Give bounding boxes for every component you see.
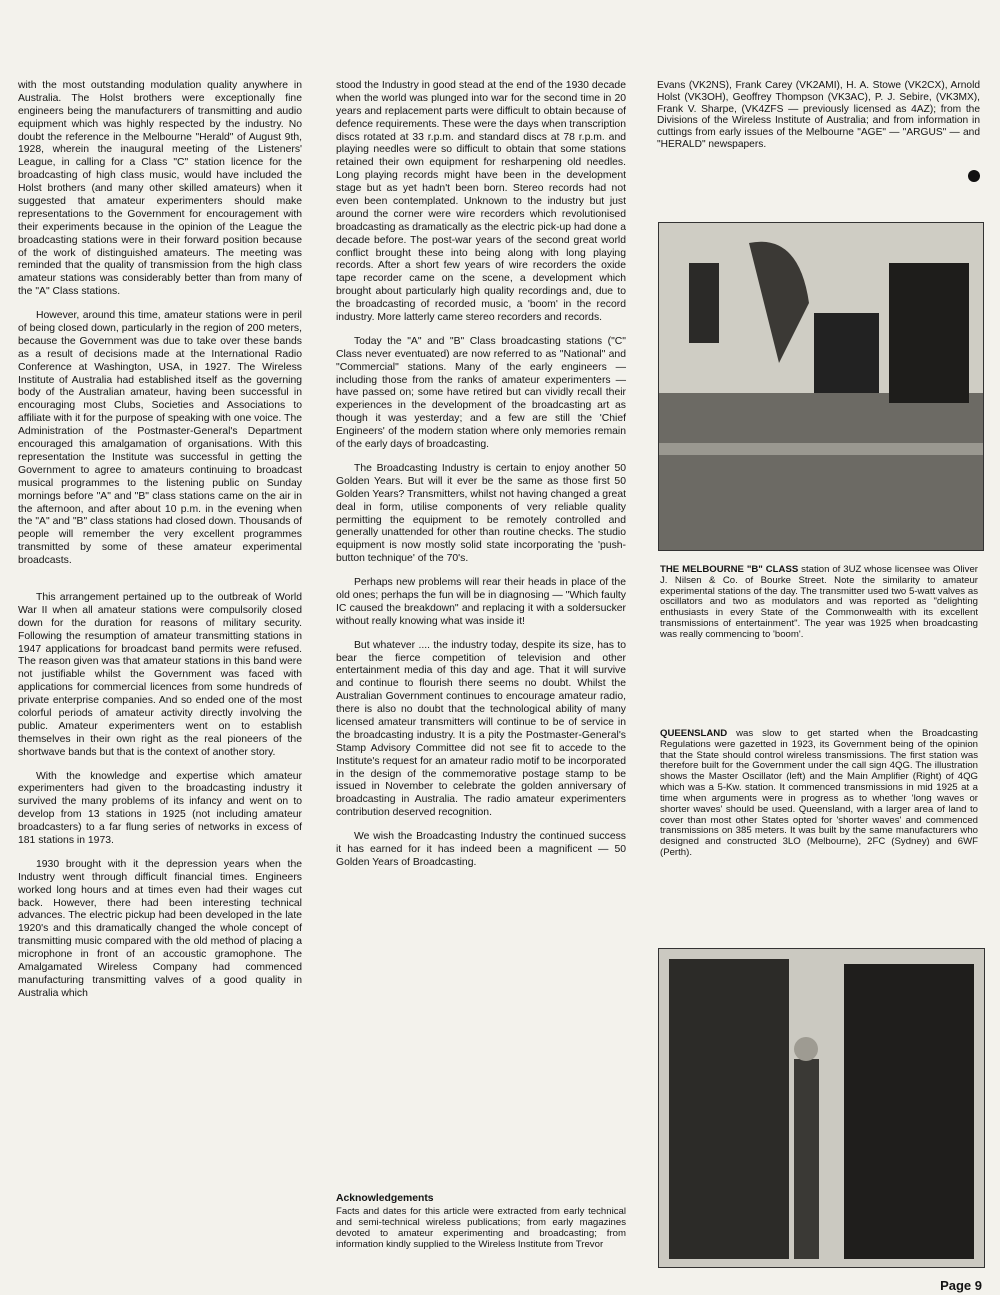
paragraph: We wish the Broadcasting Industry the continued success it has earned for it has indeed been a magnificent — 50 Golden Years of Broadcasting. (336, 831, 626, 868)
paragraph: However, around this time, amateur stations were in peril of being closed down, particularly in the region of 200 meters, because the Government was due to take over these bands as a result of decisions made at the International Radio Conference at Washington, USA, in 1927. The Wireless Institute of Australia had established itself as the governing body of the Australian amateur, having been successful in encouraging most Clubs, Societies and Associations to affiliate with it for the purpose of speaking with one voice. The Administration of the Postmaster-General's Department encouraged this amalgamation of organisations. With this representation the Institute was successful in getting the Government to agree to amateurs continuing to broadcast musical programmes to the listening public on Sunday mornings before "A" and "B" class stations came on the air in the afternoon, and after about 10 p.m. in the evening when the "A" and "B" class stations had closed down. Thousands of people will remember the very excellent programmes transmitted by some of these amateur experimental broadcasts. (18, 310, 302, 567)
end-bullet (968, 170, 980, 182)
paragraph: But whatever .... the industry today, despite its size, has to bear the fierce competition of television and other entertainment media of this day and age. That it will survive and continue to flourish there seems no doubt. Whilst the Australian Government continues to encourage amateur radio, there is also no doubt that the technological ability of many licensed amateur transmitters will continue to be of service in the broadcasting industry. It is a pity the Postmaster-General's Stamp Advisory Committee did not see fit to accede to the Institute's request for an amateur radio motif to be incorporated in the design of the commemorative postage stamp to be issued in November to celebrate the golden anniversary of broadcasting in Australia. The radio amateur experimenters contribution deserved recognition. (336, 639, 626, 819)
acknowledgements-text: Facts and dates for this article were extracted from early technical and semi-technical wireless publications; from early magazines devoted to amateur experimenting and broadcasting; from information kindly supplied to the Wireless Institute from Trevor (336, 1206, 626, 1251)
paragraph: Perhaps new problems will rear their heads in place of the old ones; perhaps the fun will be in diagnosing — "Which faulty IC caused the breakdown" and replacing it with a soldersucker without really knowing what was inside it! (336, 577, 626, 627)
article-column-1 (18, 80, 302, 1012)
acknowledgements (336, 1193, 626, 1251)
paragraph: stood the Industry in good stead at the end of the 1930 decade when the world was plunged into war for the second time in 20 years and replacement parts were difficult to obtain because of defence requirements. These were the days when transcription discs rotated at 33 r.p.m. and standard discs at 78 r.p.m. and playing needles were so difficult to obtain that some stations retained their own equipment for resharpening old needles. Long playing records might have been in the development stage but as yet hadn't been born. Stereo records had not even been contemplated. Unknown to the industry but just around the corner were wire recorders which revolutionised broadcasting as dramatically as the electric pick-up had done a decade before. The post-war years of the second great world conflict brought these into being along with long playing records. After a short few years of wire recorders the oxide tape recorder came on the scene, a development which brought about particularly high quality recordings and, due to the broadcasting of recorded music, a 'boom' in the record industry. More latterly came stereo recorders and records. (336, 80, 626, 324)
photo-4qg-illustration (659, 949, 984, 1267)
paragraph: 1930 brought with it the depression years when the Industry went through difficult financial times. Engineers worked long hours and at times even had their wages cut back. However, there had been interesting technical advances. The electric pickup had been developed in the late 1920's and this dramatically changed the whole concept of transmitting music compared with the old method of placing a microphone in front of an accoustic gramophone. The Amalgamated Wireless Company had commenced manufacturing transmitting valves of a good quality in Australia which (18, 858, 302, 999)
paragraph: This arrangement pertained up to the outbreak of World War II when all amateur stations were compulsorily closed down for the duration for reasons of military security. Following the resumption of amateur transmitting stations in 1947 applications for broadcast band permits were refused. The reason given was that amateur stations in this band were not justifiable whilst the Government was faced with applications for commercial licences from some hundreds of private enterprise companies. And so ended one of the most colorful periods of amateur activity directly involving the public. Amateur experimenters went on to establish themselves in their own right as the real pioneers of the shortwave bands but that is the context of another story. (18, 591, 302, 758)
article-column-2 (336, 80, 626, 881)
paragraph: Evans (VK2NS), Frank Carey (VK2AMI), H. A. Stowe (VK2CX), Arnold Holst (VK3OH), Geoffrey Thompson (VK3AC), P. J. Sebire, (VK3MX), Frank V. Sharpe, (VK4ZFS — previously licensed as 4AZ); from the Divisions of the Wireless Institute of Australia; and from information in cuttings from early issues of the Melbourne "AGE" — "ARGUS" — and "HERALD" newspapers. (657, 80, 980, 151)
photo-caption-1 (660, 565, 978, 641)
photo-caption-2 (660, 729, 978, 859)
paragraph: Today the "A" and "B" Class broadcasting stations ("C" Class never eventuated) are now referred to as "National" and "Commercial" stations. Many of the early engineers — including those from the ranks of amateur experimenters — have passed on; some have retired but can vividly recall their experiences in the development of the broadcasting art as though it was yesterday; and a few are still the 'Chief Engineers' of the modern station where only memories remain of the early days of broadcasting. (336, 335, 626, 451)
caption-lead: THE MELBOURNE "B" CLASS (660, 564, 799, 575)
paragraph: with the most outstanding modulation quality anywhere in Australia. The Holst brothers were exceptionally fine engineers being the manufacturers of transmitting and audio equipment which was highly respected by the industry. No doubt the reference in the Melbourne "Herald" of August 9th, 1928, wherein the inaugural meeting of the Listeners' League, in calling for a Class "C" station licence for the broadcasting of high class music, would have included the Holst brothers (and many other skilled amateurs) when it suggested that amateur experimenters should make representations to the Government for encouragement with their experiments because in the opinion of the League the broadcasting stations were in their forward position because of the work of distinguished amateurs. The meeting was reminded that the quality of transmission from the high class amateur stations was considerably better than from many of the "A" Class stations. (18, 80, 302, 298)
acknowledgements-heading: Acknowledgements (336, 1193, 434, 1204)
page-number: Page 9 (940, 1278, 982, 1293)
caption-lead: QUEENSLAND (660, 728, 728, 739)
photo-4qg-station (658, 948, 985, 1268)
paragraph: With the knowledge and expertise which amateur experimenters had given to the broadcasting industry it survived the many problems of its infancy and went on to develop from 13 stations in 1925 (not including amateur broadcasters) to a far flung series of networks in excess of 181 stations in 1973. (18, 770, 302, 846)
photo-3uz-illustration (659, 223, 983, 550)
caption-text: station of 3UZ whose licensee was Oliver J. Nilsen & Co. of Bourke Street. Note the similarity to amateur experimental stations of the day. The transmitter used two 5-watt valves as oscillators and two as modulators and was reported as "delighting enthusiasts in every State of the Commonwealth with its excellent transmissions of entertainment". The year was 1925 when broadcasting was really commencing to 'boom'. (660, 564, 978, 640)
article-column-3 (657, 80, 980, 162)
photo-3uz-station (658, 222, 984, 551)
caption-text: was slow to get started when the Broadcasting Regulations were gazetted in 1923, its Government being of the opinion that the State should control wireless transmissions. The first station was therefore built for the Government under the call sign 4QG. The illustration shows the Master Oscillator (left) and the Main Amplifier (Right) of 4QG which was a 5-Kw. station. It commenced transmissions in mid 1925 at a time when arguments were in progress as to whether 'long waves or shorter waves' should be used. Queensland, with a larger area of land to cover than most other States opted for 'shorter waves' and commenced transmissions on 385 meters. It was built by the same manufacturers who designed and constructed 3LO (Melbourne), 2FC (Sydney) and 6WF (Perth). (660, 728, 978, 859)
paragraph: The Broadcasting Industry is certain to enjoy another 50 Golden Years. But will it ever be the same as those first 50 Golden Years? Transmitters, whilst not having changed a great deal in form, utilise components of very reliable quality permitting the equipment to be remotely controlled and generally unattended for other than routine checks. The studio equipment is now mostly solid state incorporating the 'push-button technique' of the 70's. (336, 462, 626, 565)
